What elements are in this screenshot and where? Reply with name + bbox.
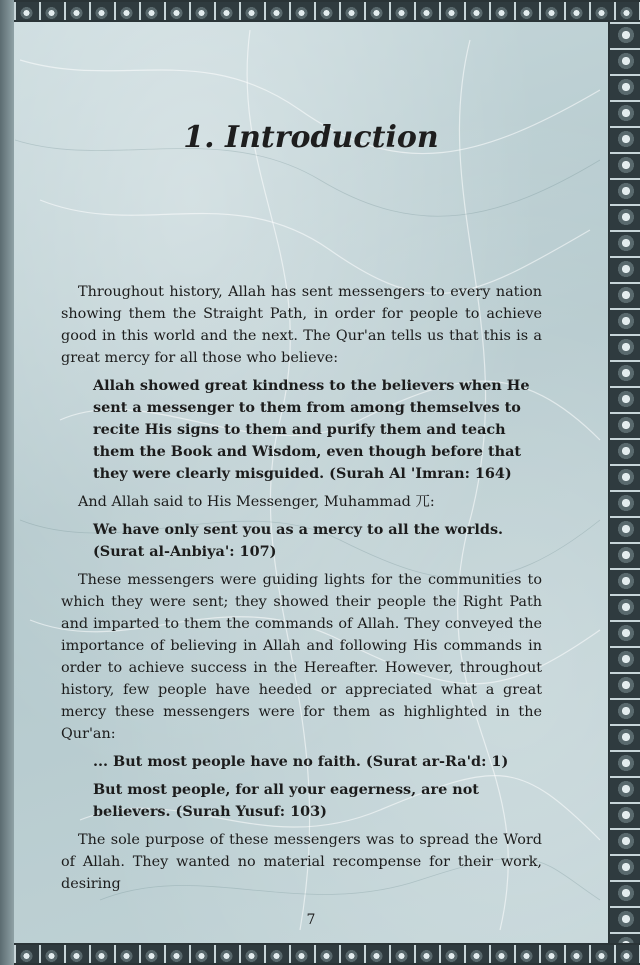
ornamental-border-right — [608, 22, 640, 943]
page-number: 7 — [306, 912, 316, 928]
quote: ... But most people have no faith. (Surat ar-Ra'd: 1) — [93, 753, 509, 770]
ornamental-border-bottom — [14, 943, 640, 965]
paragraph: And Allah said to His Messenger, Muhammad ⺎: — [78, 494, 435, 510]
quote: Allah showed great kindness to the believers when He sent a messenger to them from among themselves to recite His signs to them and purify them and teach them the Book and Wisdom, even though before that they were clearly misguided. (Surah Al 'Imran: 164) — [93, 377, 530, 482]
quote: We have only sent you as a mercy to all the worlds. (Surat al-Anbiya': 107) — [93, 521, 504, 560]
paragraph: Throughout history, Allah has sent messengers to every nation showing them the Straight Path, in order for people to achieve good in this world and the next. The Qur'an tells us that this is a great mercy for all those who believe: — [61, 284, 542, 366]
chapter-title: 1. Introduction — [183, 120, 439, 155]
ornamental-border-top — [14, 0, 640, 22]
quote: But most people, for all your eagerness, are not believers. (Surah Yusuf: 103) — [93, 781, 479, 820]
paragraph: The sole purpose of these messengers was to spread the Word of Allah. They wanted no material recompense for their work, desiring — [61, 832, 542, 892]
paragraph: These messengers were guiding lights for the communities to which they were sent; they showed their people the Right Path and imparted to them the commands of Allah. They conveyed the importance of believing in Allah and following His commands in order to achieve success in the Hereafter. However, throughout history, few people have heeded or appreciated what a great mercy these messengers were for them as highlighted in the Qur'an: — [61, 572, 542, 742]
chapter-body — [61, 281, 542, 895]
